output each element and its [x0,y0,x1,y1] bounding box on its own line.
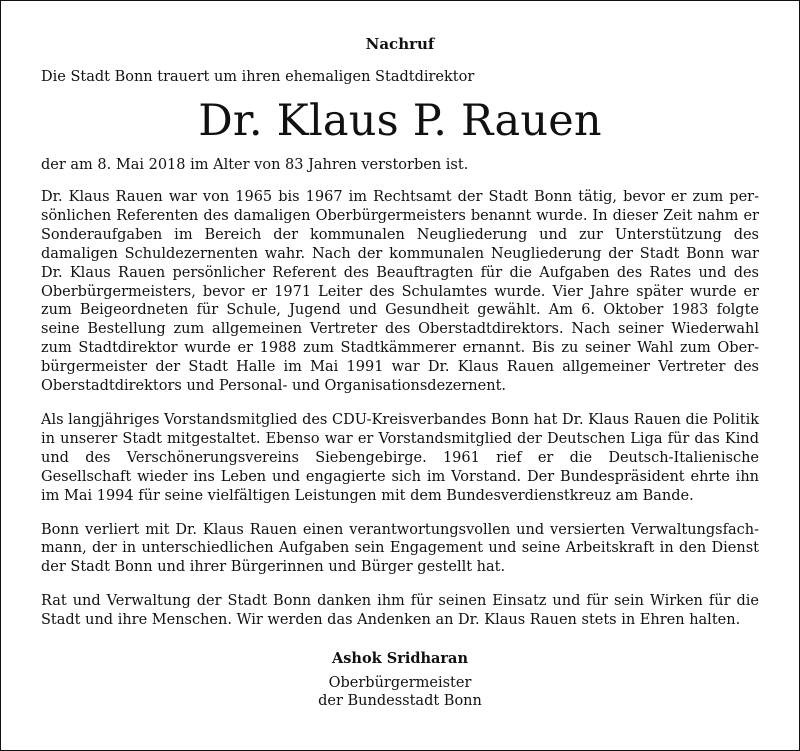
signature-block [41,650,759,710]
engagement-paragraph: Als langjähriges Vorstandsmitglied des CDU-Kreisverbandes Bonn hat Dr. Klaus Rauen die Politik in unserer Stadt mitgestaltet. Ebenso war er Vorstandsmitglied der Deutschen Liga für das Kind und des Verschönerungsvereins Siebengebirge. 1961 rief er die Deutsch-Italienische Gesellschaft wieder ins Leben und engagierte sich im Vorstand. Der Bundespräsident ehrte ihn im Mai 1994 für seine vielfältigen Leistungen mit dem Bundesverdienstkreuz am Bande. [41,411,759,504]
notice-heading: Nachruf [365,35,435,53]
deceased-name: Dr. Klaus P. Rauen [198,96,602,146]
death-line: der am 8. Mai 2018 im Alter von 83 Jahren verstorben ist. [41,157,469,173]
signatory-title: Oberbürgermeister [328,675,472,692]
tribute-paragraph: Bonn verliert mit Dr. Klaus Rauen einen verantwortungsvollen und versierten Verwaltungsfachmann, der in unterschiedlichen Aufgaben sein Engagement und seine Arbeitskraft in den Dienst der Stadt Bonn und ihrer Bürgerinnen und Bürger gestellt hat. [41,521,759,576]
signatory-name: Ashok Sridharan [332,650,468,668]
signatory-organization: der Bundesstadt Bonn [318,693,482,710]
biography-paragraph: Dr. Klaus Rauen war von 1965 bis 1967 im Rechtsamt der Stadt Bonn tätig, bevor er zum persönlichen Referenten des damaligen Oberbürgermeisters benannt wurde. In dieser Zeit nahm er Sonderaufgaben im Bereich der kommunalen Neugliederung und zur Unterstützung des damaligen Schuldezernenten wahr. Nach der kommunalen Neugliederung der Stadt Bonn war Dr. Klaus Rauen persönlicher Referent des Beauftragten für die Aufgaben des Rates und des Oberbürgermeisters, bevor er 1971 Leiter des Schulamtes wurde. Vier Jahre später wurde er zum Beigeordneten für Schule, Jugend und Gesundheit gewählt. Am 6. Oktober 1983 folgte seine Bestellung zum allgemeinen Vertreter des Oberstadtdirektors. Nach seiner Wiederwahl zum Stadtdirektor wurde er 1988 zum Stadtkämmerer ernannt. Bis zu seiner Wahl zum Oberbürgermeister der Stadt Halle im Mai 1991 war Dr. Klaus Rauen allgemeiner Vertreter des Oberstadtdirektors und Personal- und Organisationsdezernent. [41,189,759,395]
closing-paragraph: Rat und Verwaltung der Stadt Bonn danken ihm für seinen Einsatz und für sein Wirken für die Stadt und ihre Menschen. Wir werden das Andenken an Dr. Klaus Rauen stets in Ehren halten. [41,593,759,629]
intro-line: Die Stadt Bonn trauert um ihren ehemaligen Stadtdirektor [41,69,475,85]
